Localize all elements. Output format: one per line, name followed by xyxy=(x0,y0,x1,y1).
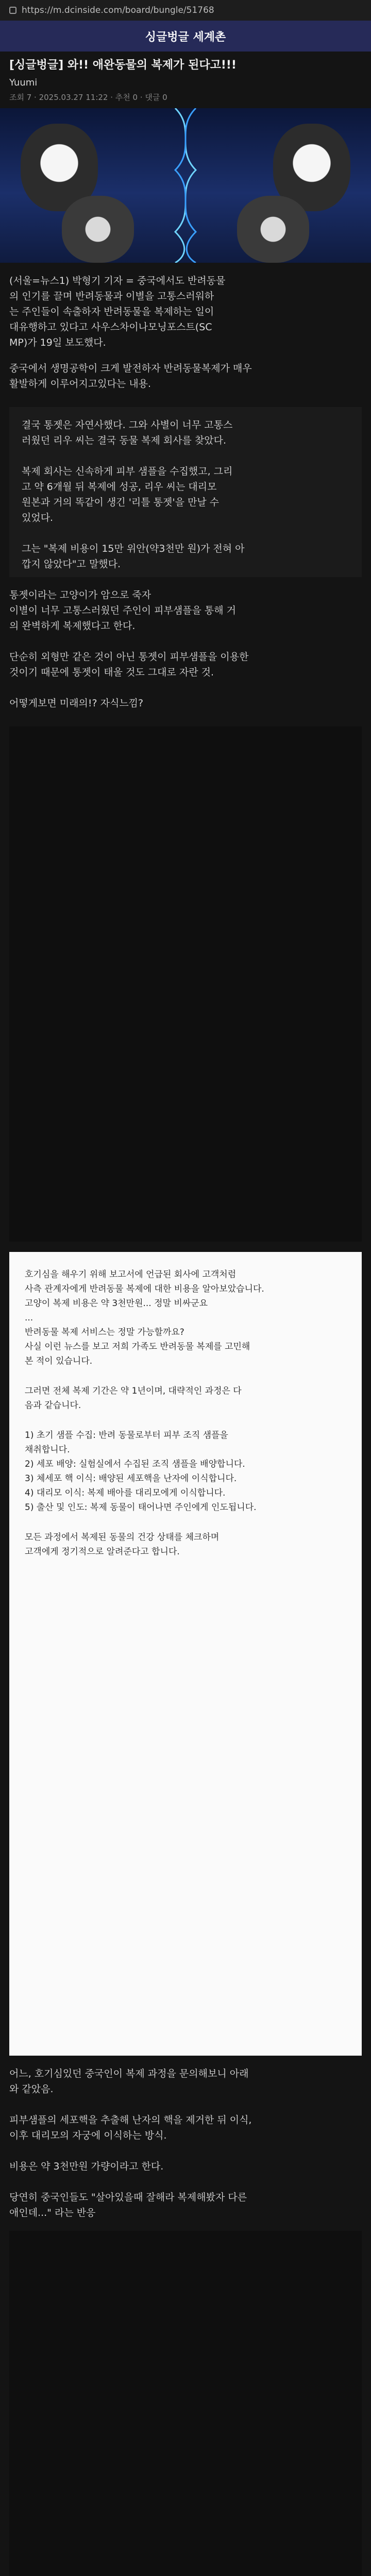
post-meta: 조회 7 · 2025.03.27 11:22 · 추천 0 · 댓글 0 xyxy=(9,93,167,102)
section-paragraph-3: 통젯이라는 고양이가 암으로 죽자 이별이 너무 고통스러웠던 주인이 피부샘플을 통해 거 의 완벽하게 복제했다고 한다. 단순히 외형만 같은 것이 아닌 통젯이 피부샘플을 이용한 것이기 때문에 통젯이 태울 것도 그대로 자란 것. 어떻게보면 미래의!? 자식느낌? xyxy=(9,589,249,709)
cat-image-left xyxy=(62,196,134,263)
article-capture: 호기심을 해우기 위해 보고서에 언급된 회사에 고객처럼 사측 관계자에게 반려동물 복제에 대한 비용을 알아보았습니다. 고양이 복제 비용은 약 3천만원... 정말 비싸군요 ... 반려동물 복제 서비스는 정말 가능할까요? 사실 이런 뉴스를 보고 저희 가족도 반려동물 복제를 고민해 본 적이 있습니다. 그러면 전체 복제 기간은 약 1년이며, 대략적인 과정은 다 음과 같습니다. 1) 초기 샘플 수집: 반려 동물로부터 피부 조직 샘플을 채취합니다. 2) 세포 배양: 실험실에서 수집된 조직 샘플을 배양합니다. 3) 체세포 핵 이식: 배양된 세포핵을 난자에 이식합니다. 4) 대리모 이식: 복제 배아를 대리모에게 이식합니다. 5) 출산 및 인도: 복제 동물이 태어나면 주인에게 인도됩니다. 모든 과정에서 복제된 동물의 건강 상태를 체크하며 고객에게 정기적으로 알려준다고 합니다. xyxy=(9,1252,362,2056)
media-placeholder-1 xyxy=(9,726,362,1242)
cat-image-right xyxy=(237,196,309,263)
dna-icon xyxy=(170,108,201,263)
browser-url-bar[interactable] xyxy=(0,0,371,21)
gallery-name[interactable]: 싱글벙글 세계촌 xyxy=(145,30,226,44)
gallery-header xyxy=(0,21,371,52)
lock-icon xyxy=(9,7,16,14)
media-placeholder-2 xyxy=(9,2231,362,2576)
intro-paragraph: (서울=뉴스1) 박형기 기자 = 중국에서도 반려동물 의 인기를 끌며 반려동물과 이별을 고통스러워하 는 주인들이 속출하자 반려동물을 복제하는 일이 대유행하고 있다고 사우스차이나모닝포스트(SC MP)가 19일 보도했다. xyxy=(9,275,226,348)
post-title: [싱글벙글] 와!! 애완동물의 복제가 된다고!!! xyxy=(9,59,237,72)
url-text[interactable]: https://m.dcinside.com/board/bungle/51768 xyxy=(22,5,214,15)
post-author[interactable] xyxy=(9,77,37,88)
section-paragraph-2: 중국에서 생명공학이 크게 발전하자 반려동물복제가 매우 활발하게 이루어지고있다는 내용. xyxy=(9,363,252,389)
author-name[interactable]: Yuumi xyxy=(9,77,38,88)
hero-image xyxy=(0,108,371,263)
quote-box: 결국 통젯은 자연사했다. 그와 사별이 너무 고통스 러웠던 리우 씨는 결국 동물 복제 회사를 찾았다. 복제 회사는 신속하게 피부 샘플을 수집했고, 그리 고 약 6개월 뒤 복제에 성공, 리우 씨는 대리모 원본과 거의 똑같이 생긴 '리틀 통젯'을 만날 수 있었다. 그는 "복제 비용이 15만 위안(약3천만 원)가 전혀 아 깝지 않았다"고 말했다. xyxy=(9,407,362,577)
section-paragraph-4: 어느, 호기심있던 중국인이 복제 과정을 문의해보니 아래 와 같았음. 피부샘플의 세포핵을 추출해 난자의 핵을 제거한 뒤 이식, 이후 대리모의 자궁에 이식하는 방식. 비용은 약 3천만원 가량이라고 한다. 당연히 중국인들도 "살아있을때 잘해라 복제해봤자 다른 애인데..." 라는 반응 xyxy=(9,2068,252,2218)
